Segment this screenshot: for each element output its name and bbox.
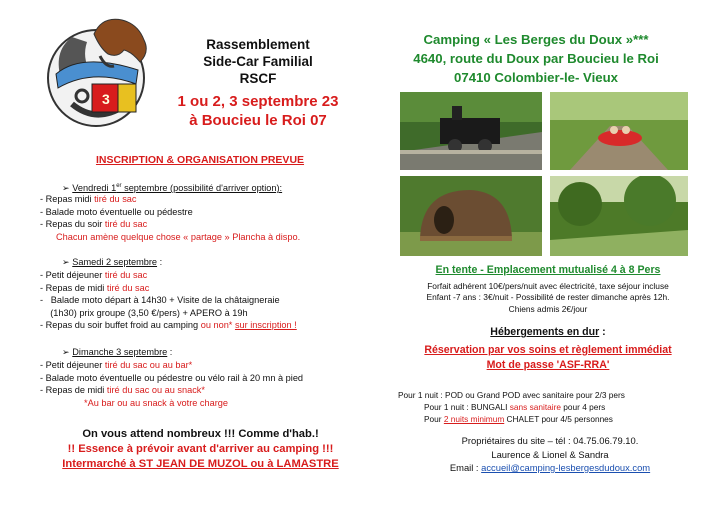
email-link[interactable]: accueil@camping-lesbergesdudoux.com	[481, 462, 651, 473]
saturday-list	[40, 269, 297, 332]
saturday-heading-text: Samedi 2 septembre	[72, 257, 158, 267]
rate-line-1: Pour 1 nuit : POD ou Grand POD avec sanitaire pour 2/3 pers	[398, 390, 625, 400]
tent-line-3: Chiens admis 2€/jour	[508, 303, 588, 314]
photo-rail-bike	[550, 92, 688, 170]
header-line-3: RSCF	[239, 71, 277, 86]
list-item: (1h30) prix groupe (3,50 €/pers) + APERO à 19h	[40, 307, 248, 318]
owners-line-1: Propriétaires du site – tél : 04.75.06.79.10.	[461, 435, 639, 446]
list-item: - Repas du soir tiré du sac	[40, 219, 148, 230]
header-line-2: Side-Car Familial	[203, 54, 313, 69]
hard-title: Hébergements en dur :	[490, 326, 606, 338]
friday-note: Chacun amène quelque chose « partage » Plancha à dispo.	[56, 231, 301, 242]
svg-text:3: 3	[102, 91, 110, 107]
camping-address-2: 07410 Colombier-le- Vieux	[454, 70, 618, 85]
closing-line-1: On vous attend nombreux !!! Comme d'hab.!	[82, 428, 319, 440]
list-item: - Repas du soir buffet froid au camping ou non* sur inscription !	[40, 320, 297, 331]
saturday-heading: ➢ Samedi 2 septembre :	[62, 257, 163, 267]
sunday-heading-text: Dimanche 3 septembre	[72, 347, 168, 357]
list-item: - Petit déjeuner tiré du sac ou au bar*	[40, 360, 193, 370]
club-logo	[42, 12, 154, 130]
bullet-arrow-icon: ➢	[62, 257, 70, 267]
sunday-heading: ➢ Dimanche 3 septembre :	[62, 347, 173, 357]
list-item: - Repas de midi tiré du sac	[40, 282, 150, 293]
bullet-arrow-icon: ➢	[62, 347, 70, 357]
camping-name: Camping « Les Berges du Doux »***	[423, 32, 649, 47]
event-place: à Boucieu le Roi 07	[189, 112, 327, 129]
tent-line-2: Enfant -7 ans : 3€/nuit - Possibilité de rester dimanche après 12h.	[426, 292, 670, 303]
closing-line-2: !! Essence à prévoir avant d'arriver au camping !!!	[67, 443, 334, 455]
event-dates: 1 ou 2, 3 septembre 23	[177, 93, 339, 110]
owners-email-row: Email : accueil@camping-lesbergesdudoux.com	[449, 462, 651, 473]
tent-title: En tente - Emplacement mutualisé 4 à 8 Pers	[435, 264, 661, 276]
password-note: Mot de passe 'ASF-RRA'	[486, 359, 610, 371]
bullet-arrow-icon: ➢	[62, 183, 70, 194]
list-item: - Petit déjeuner tiré du sac	[40, 270, 148, 280]
friday-list	[40, 193, 300, 243]
rate-line-3: Pour 2 nuits minimum CHALET pour 4/5 personnes	[424, 414, 613, 425]
list-item: - Balade moto éventuelle ou pédestre ou vélo rail à 20 mn à pied	[40, 372, 304, 383]
rate-line-2: Pour 1 nuit : BUNGALI sans sanitaire pour 4 pers	[424, 402, 606, 413]
list-item: - Balade moto éventuelle ou pédestre	[40, 206, 193, 217]
list-item: - Repas de midi tiré du sac ou au snack*	[40, 385, 205, 396]
closing-line-3: Intermarché à ST JEAN DE MUZOL ou à LAMASTRE	[62, 458, 339, 470]
reservation-note: Réservation par vos soins et règlement immédiat	[424, 344, 672, 356]
inscription-title: INSCRIPTION & ORGANISATION PREVUE	[95, 154, 305, 166]
photo-steam-train	[400, 92, 542, 170]
photo-camp-garden	[550, 176, 688, 256]
photo-pod-cabin	[400, 176, 542, 256]
list-item: - Balade moto départ à 14h30 + Visite de la châtaigneraie	[40, 295, 280, 306]
sunday-footnote: *Au bar ou au snack à votre charge	[84, 397, 229, 408]
registration-link[interactable]: sur inscription !	[234, 320, 297, 331]
list-item: - Repas midi tiré du sac	[40, 194, 137, 204]
header-line-1: Rassemblement	[206, 37, 310, 52]
camping-address-1: 4640, route du Doux par Boucieu le Roi	[413, 51, 659, 66]
owners-line-2: Laurence & Lionel & Sandra	[491, 448, 609, 460]
friday-heading-text: Vendredi 1er septembre (possibilité d'arriver option):	[72, 183, 283, 194]
sunday-list	[40, 359, 303, 409]
tent-line-1: Forfait adhérent 10€/pers/nuit avec électricité, taxe séjour incluse	[427, 281, 669, 291]
